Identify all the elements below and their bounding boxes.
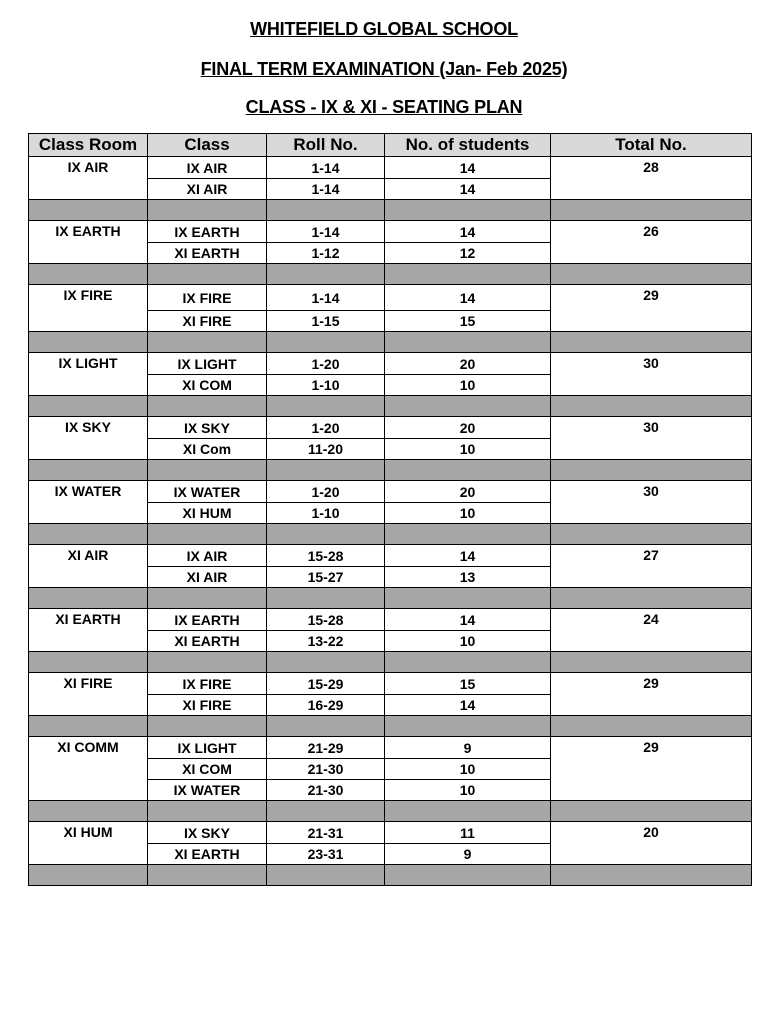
roll-no-cell: 15-27: [267, 567, 385, 588]
class-cell: IX FIRE: [148, 673, 267, 695]
roll-no-cell: 16-29: [267, 695, 385, 716]
separator-cell: [551, 264, 752, 285]
separator-cell: [385, 588, 551, 609]
student-count-cell: 20: [385, 353, 551, 375]
total-cell: 30: [551, 481, 752, 524]
separator-cell: [551, 460, 752, 481]
separator-cell: [148, 264, 267, 285]
separator-cell: [267, 652, 385, 673]
separator-cell: [551, 716, 752, 737]
table-row: [29, 417, 752, 439]
class-cell: XI HUM: [148, 503, 267, 524]
table-row: [29, 221, 752, 243]
separator-cell: [148, 865, 267, 886]
class-cell: XI EARTH: [148, 844, 267, 865]
separator-cell: [267, 865, 385, 886]
roll-no-cell: 23-31: [267, 844, 385, 865]
separator-row: [29, 460, 752, 481]
roll-no-cell: 1-14: [267, 221, 385, 243]
student-count-cell: 12: [385, 243, 551, 264]
separator-row: [29, 865, 752, 886]
class-room-cell: IX SKY: [29, 417, 148, 460]
separator-cell: [29, 396, 148, 417]
roll-no-cell: 15-28: [267, 545, 385, 567]
class-cell: IX WATER: [148, 481, 267, 503]
student-count-cell: 14: [385, 285, 551, 311]
separator-cell: [551, 652, 752, 673]
separator-cell: [551, 200, 752, 221]
total-cell: 26: [551, 221, 752, 264]
class-room-cell: XI COMM: [29, 737, 148, 801]
class-cell: XI FIRE: [148, 311, 267, 332]
total-cell: 28: [551, 157, 752, 200]
class-cell: IX EARTH: [148, 609, 267, 631]
total-cell: 20: [551, 822, 752, 865]
separator-row: [29, 652, 752, 673]
separator-cell: [267, 200, 385, 221]
separator-row: [29, 716, 752, 737]
class-cell: XI AIR: [148, 179, 267, 200]
table-row: [29, 609, 752, 631]
class-cell: XI COM: [148, 759, 267, 780]
total-cell: 24: [551, 609, 752, 652]
class-cell: IX AIR: [148, 157, 267, 179]
class-cell: IX SKY: [148, 822, 267, 844]
separator-cell: [385, 332, 551, 353]
roll-no-cell: 1-20: [267, 417, 385, 439]
student-count-cell: 10: [385, 759, 551, 780]
separator-cell: [551, 332, 752, 353]
student-count-cell: 14: [385, 695, 551, 716]
separator-cell: [148, 652, 267, 673]
separator-cell: [29, 524, 148, 545]
table-row: [29, 822, 752, 844]
table-row: [29, 157, 752, 179]
separator-cell: [29, 865, 148, 886]
student-count-cell: 14: [385, 545, 551, 567]
col-header-no-of-students: No. of students: [385, 134, 551, 157]
class-room-cell: IX FIRE: [29, 285, 148, 332]
separator-row: [29, 588, 752, 609]
total-cell: 30: [551, 353, 752, 396]
student-count-cell: 14: [385, 157, 551, 179]
roll-no-cell: 1-10: [267, 375, 385, 396]
student-count-cell: 14: [385, 221, 551, 243]
separator-cell: [148, 588, 267, 609]
col-header-roll-no: Roll No.: [267, 134, 385, 157]
class-cell: IX SKY: [148, 417, 267, 439]
student-count-cell: 20: [385, 417, 551, 439]
separator-cell: [551, 588, 752, 609]
class-cell: IX FIRE: [148, 285, 267, 311]
separator-cell: [385, 865, 551, 886]
separator-cell: [267, 460, 385, 481]
roll-no-cell: 15-28: [267, 609, 385, 631]
class-cell: XI Com: [148, 439, 267, 460]
separator-cell: [267, 524, 385, 545]
class-cell: XI EARTH: [148, 631, 267, 652]
roll-no-cell: 1-12: [267, 243, 385, 264]
total-cell: 27: [551, 545, 752, 588]
class-cell: XI FIRE: [148, 695, 267, 716]
student-count-cell: 15: [385, 311, 551, 332]
table-row: [29, 353, 752, 375]
header-row: [29, 134, 752, 157]
class-cell: IX LIGHT: [148, 737, 267, 759]
table-row: [29, 673, 752, 695]
student-count-cell: 10: [385, 631, 551, 652]
separator-cell: [148, 460, 267, 481]
class-room-cell: IX WATER: [29, 481, 148, 524]
separator-cell: [551, 524, 752, 545]
class-room-cell: IX AIR: [29, 157, 148, 200]
separator-cell: [29, 716, 148, 737]
separator-cell: [29, 200, 148, 221]
class-cell: IX WATER: [148, 780, 267, 801]
roll-no-cell: 1-14: [267, 285, 385, 311]
col-header-class: Class: [148, 134, 267, 157]
roll-no-cell: 21-30: [267, 759, 385, 780]
student-count-cell: 10: [385, 439, 551, 460]
class-cell: IX AIR: [148, 545, 267, 567]
table-row: [29, 545, 752, 567]
class-cell: XI AIR: [148, 567, 267, 588]
separator-cell: [148, 716, 267, 737]
separator-cell: [267, 716, 385, 737]
roll-no-cell: 21-31: [267, 822, 385, 844]
class-room-cell: IX LIGHT: [29, 353, 148, 396]
separator-cell: [267, 588, 385, 609]
table-row: [29, 737, 752, 759]
separator-cell: [29, 332, 148, 353]
table-row: [29, 285, 752, 311]
school-name: WHITEFIELD GLOBAL SCHOOL: [250, 19, 518, 39]
separator-cell: [551, 396, 752, 417]
student-count-cell: 10: [385, 780, 551, 801]
separator-cell: [385, 801, 551, 822]
roll-no-cell: 1-20: [267, 353, 385, 375]
separator-cell: [29, 801, 148, 822]
separator-cell: [385, 396, 551, 417]
roll-no-cell: 1-20: [267, 481, 385, 503]
roll-no-cell: 13-22: [267, 631, 385, 652]
separator-cell: [267, 264, 385, 285]
separator-row: [29, 200, 752, 221]
class-room-cell: XI EARTH: [29, 609, 148, 652]
student-count-cell: 9: [385, 844, 551, 865]
separator-cell: [148, 396, 267, 417]
separator-cell: [267, 801, 385, 822]
separator-cell: [551, 801, 752, 822]
class-room-cell: IX EARTH: [29, 221, 148, 264]
student-count-cell: 20: [385, 481, 551, 503]
roll-no-cell: 11-20: [267, 439, 385, 460]
class-cell: IX LIGHT: [148, 353, 267, 375]
seating-plan-table: [28, 133, 752, 886]
table-row: [29, 481, 752, 503]
separator-cell: [29, 652, 148, 673]
student-count-cell: 14: [385, 609, 551, 631]
seating-plan-title: CLASS - IX & XI - SEATING PLAN: [245, 97, 523, 117]
class-cell: IX EARTH: [148, 221, 267, 243]
separator-cell: [267, 396, 385, 417]
roll-no-cell: 15-29: [267, 673, 385, 695]
total-cell: 30: [551, 417, 752, 460]
separator-cell: [148, 200, 267, 221]
roll-no-cell: 21-29: [267, 737, 385, 759]
class-room-cell: XI AIR: [29, 545, 148, 588]
student-count-cell: 14: [385, 179, 551, 200]
class-cell: XI COM: [148, 375, 267, 396]
total-cell: 29: [551, 673, 752, 716]
class-cell: XI EARTH: [148, 243, 267, 264]
total-cell: 29: [551, 737, 752, 801]
separator-cell: [385, 524, 551, 545]
student-count-cell: 10: [385, 503, 551, 524]
separator-cell: [29, 264, 148, 285]
student-count-cell: 9: [385, 737, 551, 759]
separator-row: [29, 332, 752, 353]
separator-cell: [385, 652, 551, 673]
separator-row: [29, 396, 752, 417]
class-room-cell: XI HUM: [29, 822, 148, 865]
col-header-total-no: Total No.: [551, 134, 752, 157]
separator-cell: [267, 332, 385, 353]
student-count-cell: 13: [385, 567, 551, 588]
roll-no-cell: 1-14: [267, 157, 385, 179]
total-cell: 29: [551, 285, 752, 332]
separator-cell: [385, 200, 551, 221]
separator-cell: [29, 460, 148, 481]
separator-row: [29, 524, 752, 545]
student-count-cell: 11: [385, 822, 551, 844]
separator-row: [29, 801, 752, 822]
separator-cell: [385, 716, 551, 737]
col-header-class-room: Class Room: [29, 134, 148, 157]
separator-cell: [385, 264, 551, 285]
roll-no-cell: 1-15: [267, 311, 385, 332]
exam-title: FINAL TERM EXAMINATION (Jan- Feb 2025): [200, 59, 568, 79]
separator-cell: [385, 460, 551, 481]
separator-cell: [29, 588, 148, 609]
roll-no-cell: 1-10: [267, 503, 385, 524]
separator-cell: [148, 801, 267, 822]
class-room-cell: XI FIRE: [29, 673, 148, 716]
separator-cell: [551, 865, 752, 886]
separator-row: [29, 264, 752, 285]
student-count-cell: 15: [385, 673, 551, 695]
student-count-cell: 10: [385, 375, 551, 396]
separator-cell: [148, 524, 267, 545]
roll-no-cell: 1-14: [267, 179, 385, 200]
separator-cell: [148, 332, 267, 353]
roll-no-cell: 21-30: [267, 780, 385, 801]
